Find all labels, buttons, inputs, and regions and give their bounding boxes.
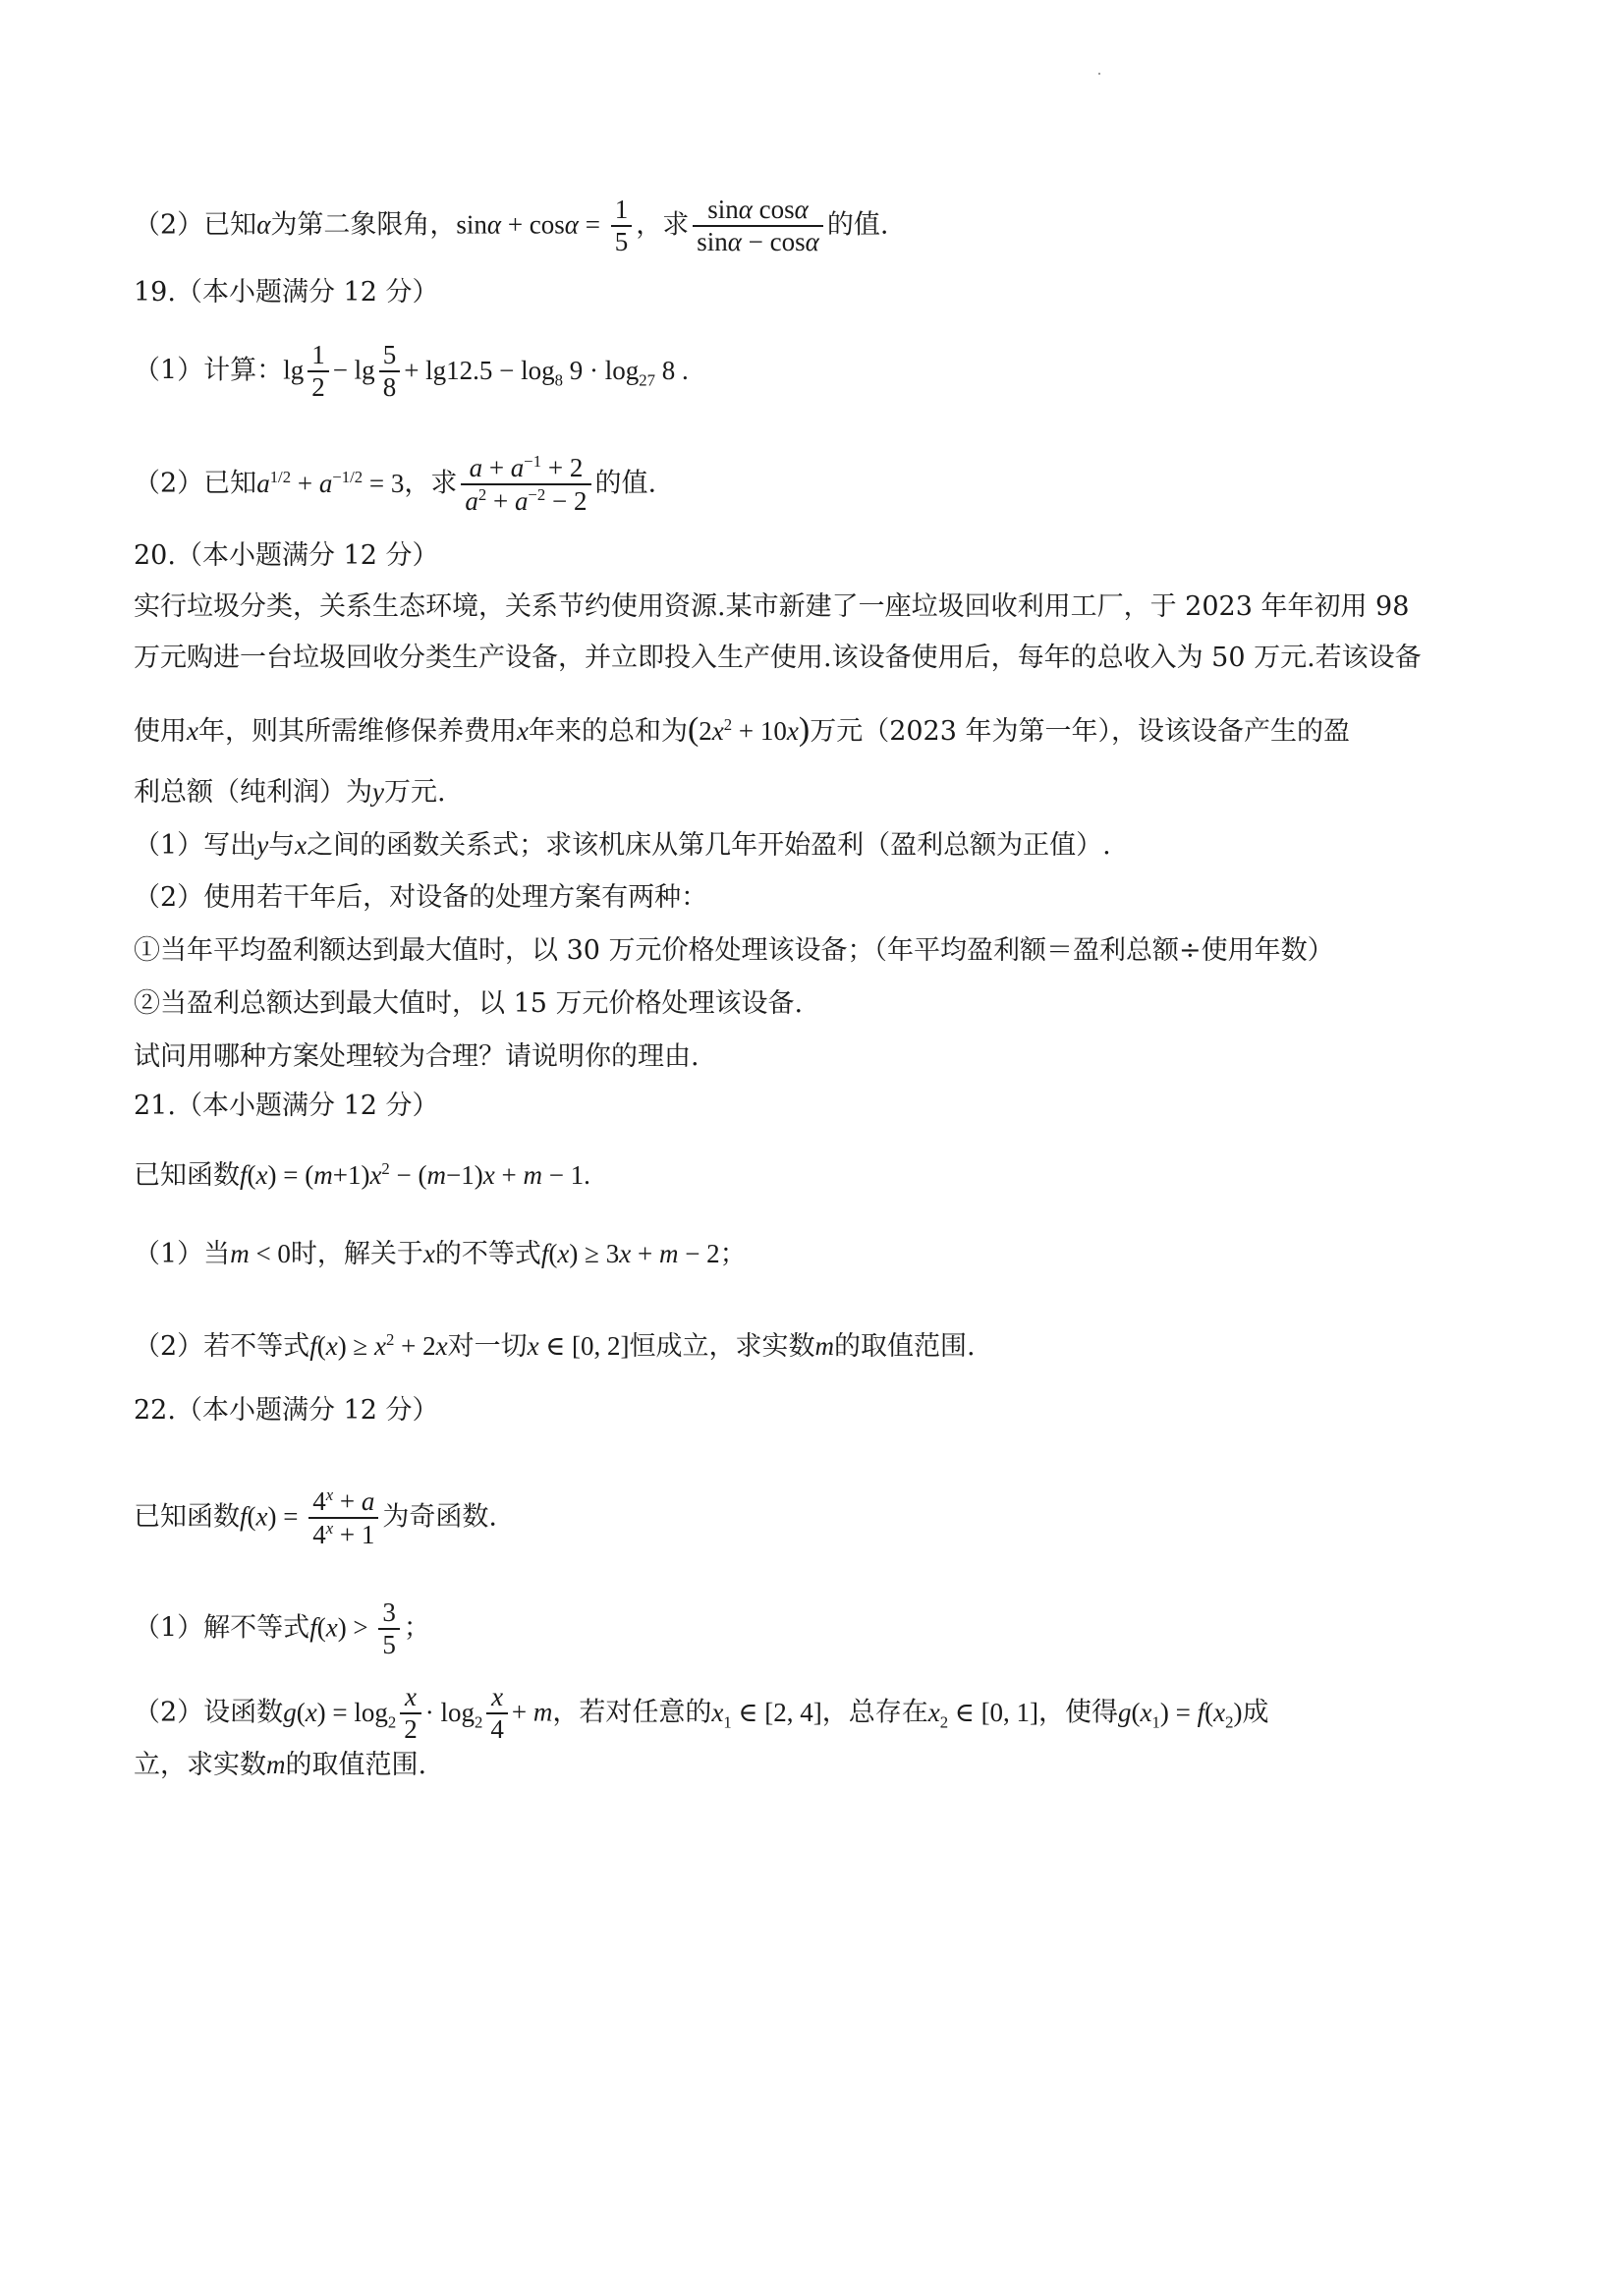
p22-function: 已知函数f(x) = $\frac{4^x + a}{4^x + 1}$ 为奇函数. (134, 1485, 497, 1550)
p20-text-line1: 实行垃圾分类，关系生态环境，关系节约使用资源.某市新建了一座垃圾回收利用工厂，于 2023 年年初用 98 (134, 591, 1410, 622)
p20-part2: （2）使用若干年后，对设备的处理方案有两种： (134, 882, 708, 913)
p20-text-line3: 使用x年，则其所需维修保养费用x年来的总和为$(2x^2 + 10x)$万元（2023 年为第一年），设该设备产生的盈 (134, 711, 1350, 748)
p22-part2: （2）设函数$g(x) = \log_2$ $\frac{x}{2}$ · $\log_2$ $\frac{x}{4}$ + m，若对任意的$x_1$ ∈ [2, 4]，总存在$x_2$ ∈ [0, 1]，使得$g(x_1) = f(x_2)$成 (134, 1682, 1269, 1745)
p20-option2: ②当盈利总额达到最大值时，以 15 万元价格处理该设备. (134, 988, 804, 1019)
p21-function: 已知函数$f(x) = (m+1)x^2 - (m-1)x + m - 1$. (134, 1159, 590, 1191)
p20-header: 20.（本小题满分 12 分） (134, 540, 439, 571)
scan-speck (1098, 73, 1100, 75)
p21-header: 21.（本小题满分 12 分） (134, 1091, 439, 1121)
p20-text-line2: 万元购进一台垃圾回收分类生产设备，并立即投入生产使用.该设备使用后，每年的总收入为 50 万元.若该设备 (134, 643, 1422, 673)
p20-question: 试问用哪种方案处理较为合理？请说明你的理由. (134, 1041, 700, 1072)
p22-part2-cont: 立，求实数m的取值范围. (134, 1750, 427, 1780)
p21-part2: （2）若不等式$f(x) \ge x^2 + 2x$对一切x ∈ [0, 2]恒成立，求实数m的取值范围. (134, 1330, 976, 1362)
p21-part1: （1）当m < 0时，解关于x的不等式f(x) ≥ 3x + m − 2； (134, 1239, 747, 1269)
p19-part2: （2）已知$a^{1/2} + a^{-1/2} = 3$，求 $\frac{a + a^{-1} + 2}{a^2 + a^{-2} - 2}$ 的值. (134, 452, 657, 517)
p18-part2: （2）已知α为第二象限角，sinα + cosα = $\frac{1}{5}$ ，求 $\frac{\text{sinα cosα}}{\sin\alpha - \cos\alpha}$ 的值. (134, 195, 889, 257)
p19-header: 19.（本小题满分 12 分） (134, 277, 439, 308)
p22-header: 22.（本小题满分 12 分） (134, 1395, 439, 1426)
p20-option1: ①当年平均盈利额达到最大值时，以 30 万元价格处理该设备；（年平均盈利额＝盈利总额÷使用年数） (134, 935, 1334, 966)
p20-part1: （1）写出y与x之间的函数关系式；求该机床从第几年开始盈利（盈利总额为正值）. (134, 830, 1111, 861)
p20-text-line4: 利总额（纯利润）为y万元. (134, 777, 446, 808)
p22-part1: （1）解不等式f(x) > $\frac{3}{5}$ ； (134, 1597, 430, 1660)
p19-part1: （1）计算：lg $\frac{1}{2}$ − lg $\frac{5}{8}$ + $\lg 12.5 - \log_8 9 \cdot \log_{27} 8$ . (134, 340, 689, 403)
